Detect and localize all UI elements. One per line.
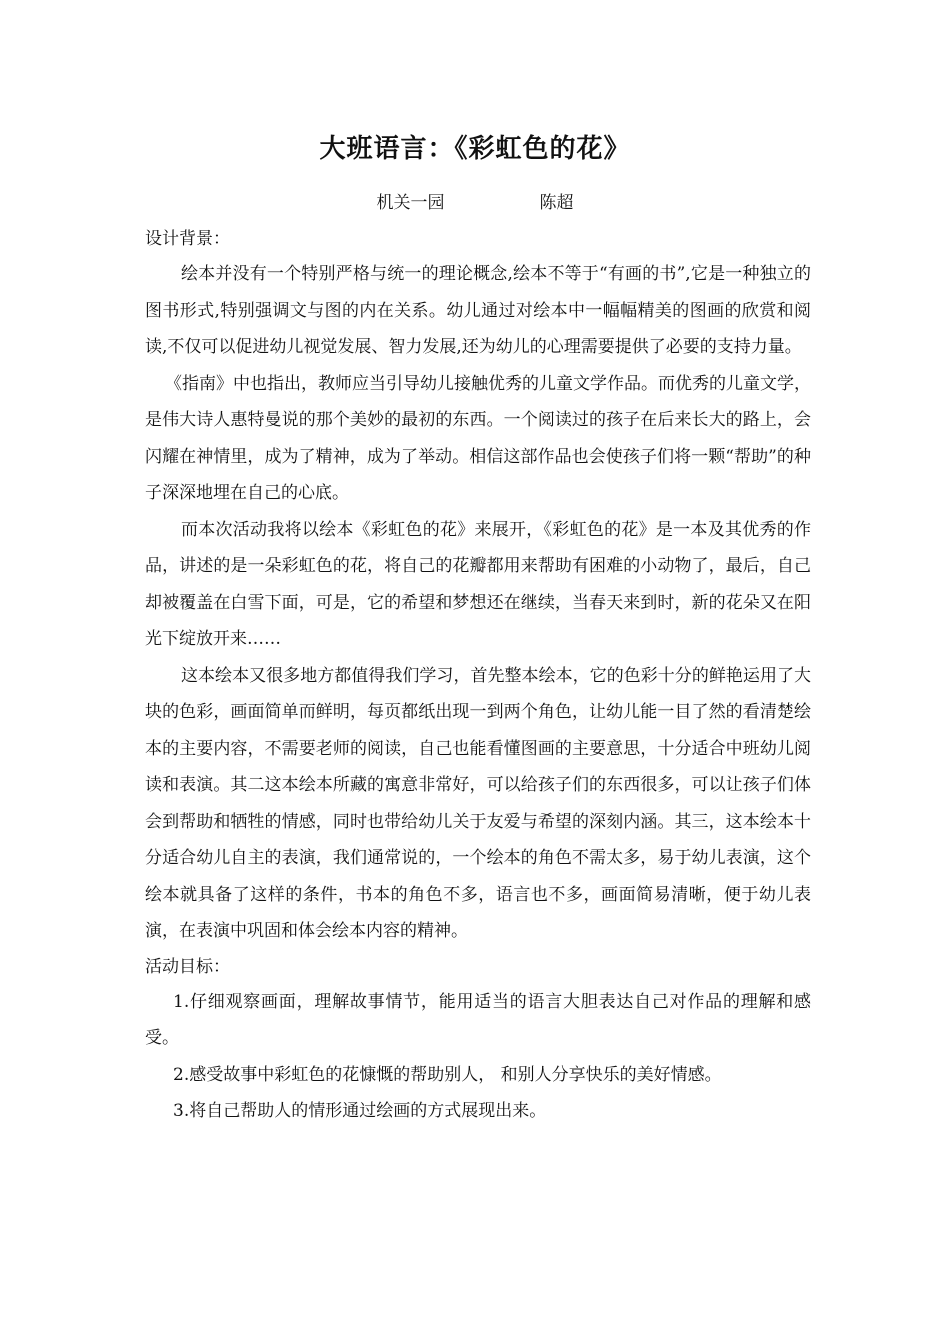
author-unit: 机关一园 [376,193,445,213]
goal-item: 1.仔细观察画面，理解故事情节，能用适当的语言大胆表达自己对作品的理解和感受。 [145,991,811,1048]
background-paragraph: 而本次活动我将以绘本《彩虹色的花》来展开，《彩虹色的花》是一本及其优秀的作品，讲述的是一朵彩虹色的花，将自己的花瓣都用来帮助有困难的小动物了，最后，自己却被覆盖在白雪下面，可是，它的希望和梦想还在继续，当春天来到时，新的花朵又在阳光下绽放开来…… [145,519,811,649]
author-name: 陈超 [539,193,574,213]
goal-item: 3.将自己帮助人的情形通过绘画的方式展现出来。 [173,1101,547,1121]
background-paragraph: 《指南》中也指出，教师应当引导幼儿接触优秀的儿童文学作品。而优秀的儿童文学，是伟大诗人惠特曼说的那个美妙的最初的东西。一个阅读过的孩子在后来长大的路上，会闪耀在神情里，成为了精神，成为了举动。相信这部作品也会使孩子们将一颗“帮助”的种子深深地埋在自己的心底。 [145,373,811,503]
section-heading-goals: 活动目标： [145,956,230,977]
background-paragraph: 这本绘本又很多地方都值得我们学习，首先整本绘本，它的色彩十分的鲜艳运用了大块的色彩，画面简单而鲜明，每页都纸出现一到两个角色，让幼儿能一目了然的看清楚绘本的主要内容，不需要老师的阅读，自己也能看懂图画的主要意思，十分适合中班幼儿阅读和表演。其二这本绘本所藏的寓意非常好，可以给孩子们的东西很多，可以让孩子们体会到帮助和牺牲的情感，同时也带给幼儿关于友爱与希望的深刻内涵。其三，这本绘本十分适合幼儿自主的表演，我们通常说的，一个绘本的角色不需太多，易于幼儿表演，这个绘本就具备了这样的条件，书本的角色不多，语言也不多，画面简易清晰，便于幼儿表演，在表演中巩固和体会绘本内容的精神。 [145,665,811,941]
section-heading-background: 设计背景： [145,229,230,249]
goal-item: 2.感受故事中彩虹色的花慷慨的帮助别人， 和别人分享快乐的美好情感。 [173,1064,722,1085]
background-paragraph: 绘本并没有一个特别严格与统一的理论概念,绘本不等于“有画的书”,它是一种独立的图书形式,特别强调文与图的内在关系。幼儿通过对绘本中一幅幅精美的图画的欣赏和阅读,不仅可以促进幼儿视觉发展、智力发展,还为幼儿的心理需要提供了必要的支持力量。 [145,264,811,357]
author-line [0,188,950,213]
document-title: 大班语言：《彩虹色的花》 [319,134,631,164]
document-body [145,222,811,1130]
